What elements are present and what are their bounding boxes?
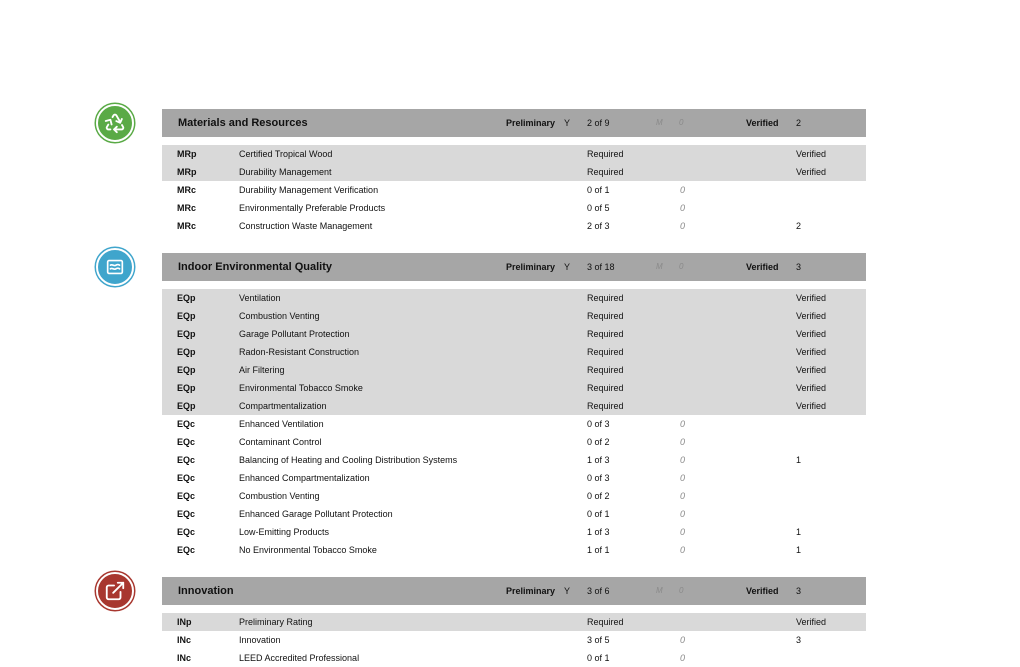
credit-row xyxy=(162,649,866,667)
credit-name: Radon-Resistant Construction xyxy=(239,347,360,357)
credit-code: EQc xyxy=(177,509,196,519)
credit-points: 0 of 2 xyxy=(587,491,610,501)
verified-value: 3 xyxy=(796,262,802,272)
credit-verified: Verified xyxy=(796,149,827,159)
credit-name: Combustion Venting xyxy=(239,311,320,321)
credit-code: MRp xyxy=(177,167,197,177)
credit-verified: Verified xyxy=(796,401,827,411)
credit-points: Required xyxy=(587,149,624,159)
section-header xyxy=(162,253,866,281)
credit-row xyxy=(162,199,866,217)
credit-code: EQc xyxy=(177,455,196,465)
verified-value: 3 xyxy=(796,586,802,596)
innovation-arrow-icon xyxy=(96,572,134,610)
credit-name: Construction Waste Management xyxy=(239,221,373,231)
section-points: 2 of 9 xyxy=(587,118,610,128)
credit-points: 0 of 3 xyxy=(587,473,610,483)
credit-points: Required xyxy=(587,311,624,321)
credit-code: EQp xyxy=(177,293,196,303)
credit-points: 1 of 1 xyxy=(587,545,610,555)
credit-maybe: 0 xyxy=(680,473,686,483)
credit-code: EQc xyxy=(177,473,196,483)
maybe-column-label: M xyxy=(656,262,663,271)
credit-name: Preliminary Rating xyxy=(239,617,313,627)
air-quality-icon xyxy=(96,248,134,286)
credit-maybe: 0 xyxy=(680,491,686,501)
credit-row xyxy=(162,541,866,559)
credit-points: Required xyxy=(587,329,624,339)
section-header xyxy=(162,109,866,137)
section-points: 3 of 18 xyxy=(587,262,615,272)
preliminary-label: Preliminary xyxy=(506,262,556,272)
credit-row xyxy=(162,343,866,361)
credit-row xyxy=(162,163,866,181)
credit-row xyxy=(162,613,866,631)
credit-points: Required xyxy=(587,293,624,303)
credit-code: INc xyxy=(177,653,192,663)
credit-name: Innovation xyxy=(239,635,281,645)
credit-code: EQp xyxy=(177,365,196,375)
credit-code: EQc xyxy=(177,545,196,555)
credit-code: INc xyxy=(177,635,192,645)
preliminary-label: Preliminary xyxy=(506,118,556,128)
credit-points: Required xyxy=(587,617,624,627)
credit-points: 0 of 5 xyxy=(587,203,610,213)
credit-points: Required xyxy=(587,383,624,393)
section-title: Materials and Resources xyxy=(178,117,308,129)
credit-rows xyxy=(162,145,866,235)
credit-row xyxy=(162,379,866,397)
credit-row xyxy=(162,505,866,523)
credit-points: Required xyxy=(587,365,624,375)
credit-points: Required xyxy=(587,167,624,177)
credit-code: EQc xyxy=(177,437,196,447)
credit-row xyxy=(162,289,866,307)
credit-name: Enhanced Garage Pollutant Protection xyxy=(239,509,393,519)
credit-code: EQp xyxy=(177,347,196,357)
credit-points: 0 of 1 xyxy=(587,185,610,195)
credit-code: EQp xyxy=(177,383,196,393)
credit-maybe: 0 xyxy=(680,221,686,231)
maybe-column-value: 0 xyxy=(679,586,684,595)
credit-code: MRp xyxy=(177,149,197,159)
credit-code: INp xyxy=(177,617,192,627)
credit-maybe: 0 xyxy=(680,527,686,537)
preliminary-label: Preliminary xyxy=(506,586,556,596)
credit-maybe: 0 xyxy=(680,203,686,213)
credit-verified: Verified xyxy=(796,167,827,177)
credit-verified: Verified xyxy=(796,383,827,393)
credit-row xyxy=(162,415,866,433)
credit-name: No Environmental Tobacco Smoke xyxy=(239,545,377,555)
credit-maybe: 0 xyxy=(680,653,686,663)
credit-code: EQp xyxy=(177,329,196,339)
credit-code: EQc xyxy=(177,419,196,429)
credit-name: Combustion Venting xyxy=(239,491,320,501)
credit-code: MRc xyxy=(177,185,197,195)
credit-row xyxy=(162,361,866,379)
section-title: Indoor Environmental Quality xyxy=(178,261,333,273)
section-header xyxy=(162,577,866,605)
yes-column-label: Y xyxy=(564,118,571,128)
credit-points: 1 of 3 xyxy=(587,455,610,465)
credit-maybe: 0 xyxy=(680,185,686,195)
credit-verified: 1 xyxy=(796,455,802,465)
credit-code: MRc xyxy=(177,203,197,213)
credit-rows xyxy=(162,289,866,559)
verified-value: 2 xyxy=(796,118,802,128)
verified-label: Verified xyxy=(746,118,779,128)
maybe-column-label: M xyxy=(656,118,663,127)
credit-name: Low-Emitting Products xyxy=(239,527,330,537)
credit-code: MRc xyxy=(177,221,197,231)
credit-maybe: 0 xyxy=(680,419,686,429)
credit-verified: Verified xyxy=(796,365,827,375)
credit-name: Certified Tropical Wood xyxy=(239,149,333,159)
credit-points: 0 of 1 xyxy=(587,509,610,519)
credit-name: Contaminant Control xyxy=(239,437,322,447)
credit-row xyxy=(162,469,866,487)
credit-name: Durability Management Verification xyxy=(239,185,379,195)
verified-label: Verified xyxy=(746,586,779,596)
credit-rows xyxy=(162,613,866,667)
credit-verified: Verified xyxy=(796,617,827,627)
credit-name: Durability Management xyxy=(239,167,332,177)
credit-points: 2 of 3 xyxy=(587,221,610,231)
credit-name: Enhanced Compartmentalization xyxy=(239,473,370,483)
section-points: 3 of 6 xyxy=(587,586,610,596)
verified-label: Verified xyxy=(746,262,779,272)
credit-row xyxy=(162,433,866,451)
credit-maybe: 0 xyxy=(680,635,686,645)
credit-name: Garage Pollutant Protection xyxy=(239,329,350,339)
credit-maybe: 0 xyxy=(680,509,686,519)
maybe-column-value: 0 xyxy=(679,118,684,127)
credit-verified: 1 xyxy=(796,527,802,537)
credit-row xyxy=(162,307,866,325)
credit-name: Enhanced Ventilation xyxy=(239,419,324,429)
credit-row xyxy=(162,451,866,469)
credit-verified: Verified xyxy=(796,293,827,303)
section-title: Innovation xyxy=(178,585,234,597)
credit-row xyxy=(162,181,866,199)
credit-points: 3 of 5 xyxy=(587,635,610,645)
yes-column-label: Y xyxy=(564,262,571,272)
credit-row xyxy=(162,487,866,505)
credit-row xyxy=(162,397,866,415)
yes-column-label: Y xyxy=(564,586,571,596)
credit-verified: 2 xyxy=(796,221,802,231)
credit-verified: Verified xyxy=(796,329,827,339)
credit-code: EQp xyxy=(177,311,196,321)
maybe-column-label: M xyxy=(656,586,663,595)
credit-code: EQp xyxy=(177,401,196,411)
credit-name: Environmental Tobacco Smoke xyxy=(239,383,363,393)
credit-name: Environmentally Preferable Products xyxy=(239,203,386,213)
credit-points: 0 of 3 xyxy=(587,419,610,429)
credit-verified: Verified xyxy=(796,311,827,321)
credit-name: Ventilation xyxy=(239,293,281,303)
credit-points: 0 of 2 xyxy=(587,437,610,447)
credit-points: Required xyxy=(587,401,624,411)
credit-maybe: 0 xyxy=(680,437,686,447)
credit-name: Air Filtering xyxy=(239,365,285,375)
credit-row xyxy=(162,631,866,649)
recycle-icon xyxy=(96,104,134,142)
credit-row xyxy=(162,325,866,343)
credit-code: EQc xyxy=(177,527,196,537)
maybe-column-value: 0 xyxy=(679,262,684,271)
credit-points: 1 of 3 xyxy=(587,527,610,537)
credit-row xyxy=(162,217,866,235)
credit-name: Balancing of Heating and Cooling Distribution Systems xyxy=(239,455,458,465)
credit-points: Required xyxy=(587,347,624,357)
credit-maybe: 0 xyxy=(680,455,686,465)
credit-code: EQc xyxy=(177,491,196,501)
credit-verified: 3 xyxy=(796,635,802,645)
credit-name: LEED Accredited Professional xyxy=(239,653,360,663)
credit-row xyxy=(162,145,866,163)
credit-row xyxy=(162,523,866,541)
credit-name: Compartmentalization xyxy=(239,401,327,411)
credit-points: 0 of 1 xyxy=(587,653,610,663)
credit-maybe: 0 xyxy=(680,545,686,555)
credit-verified: Verified xyxy=(796,347,827,357)
credit-verified: 1 xyxy=(796,545,802,555)
